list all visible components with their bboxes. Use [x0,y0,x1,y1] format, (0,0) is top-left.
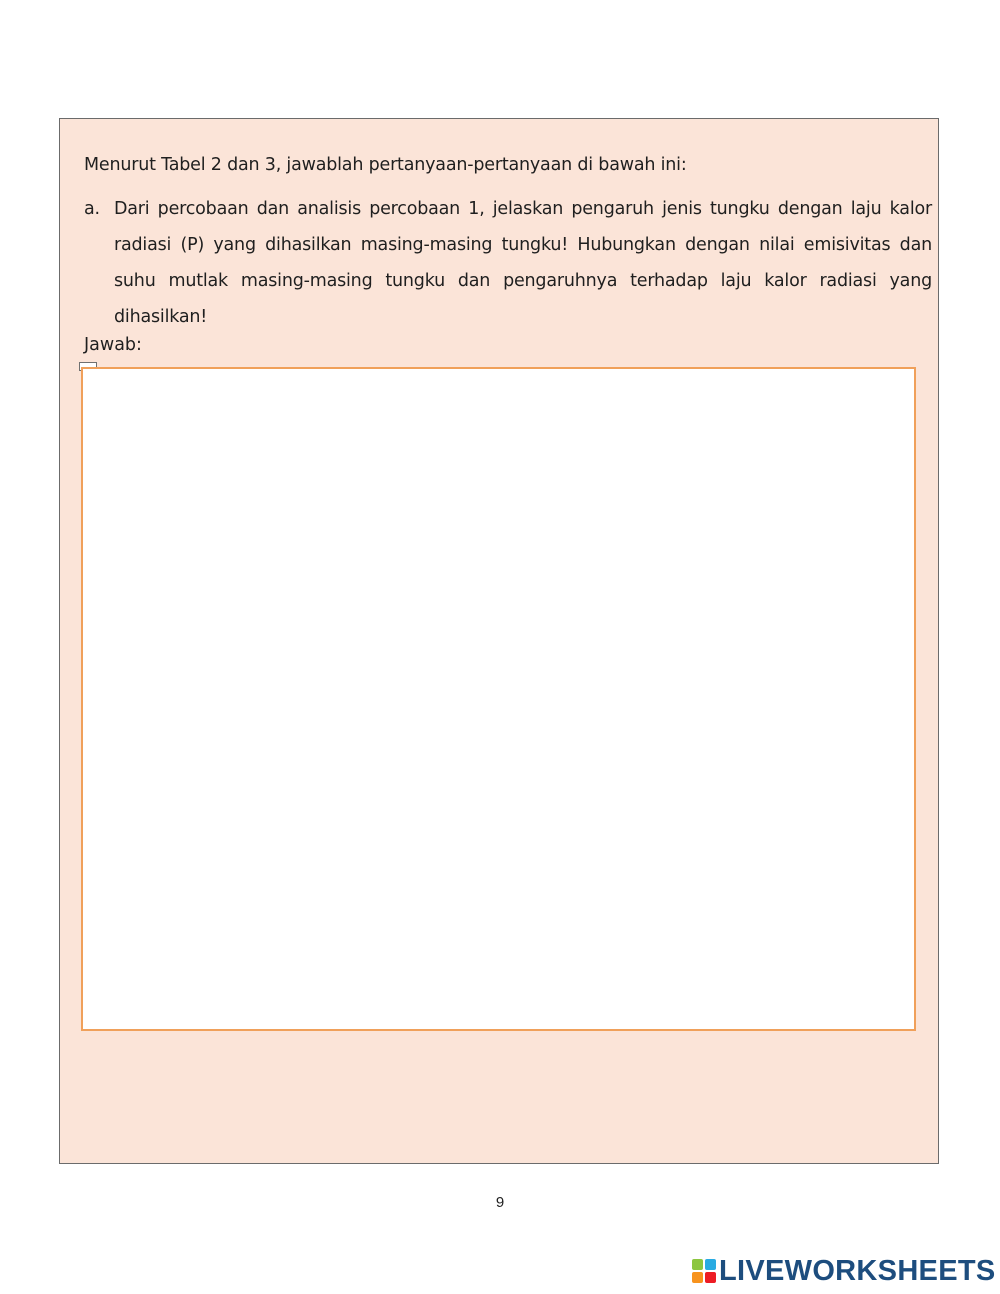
answer-textbox[interactable] [81,367,916,1031]
question-text: Dari percobaan dan analisis percobaan 1, jelaskan pengaruh jenis tungku dengan laju kalor radiasi (P) yang dihasilkan masing-masing tungku! Hubungkan dengan nilai emisivitas dan suhu mutlak masing-masing tungku dan pengaruhnya terhadap laju kalor radiasi yang dihasilkan! [114,199,932,327]
logo-square [692,1272,703,1283]
question-a [84,191,932,335]
logo-square [705,1272,716,1283]
liveworksheets-logo-icon [692,1259,716,1283]
logo-text: LIVEWORKSHEETS [719,1255,996,1287]
answer-label: Jawab: [84,335,142,355]
page-number: 9 [495,1194,505,1211]
question-marker: a. [84,199,100,219]
logo-square [692,1259,703,1270]
worksheet-panel [59,118,939,1164]
intro-text: Menurut Tabel 2 dan 3, jawablah pertanyaan-pertanyaan di bawah ini: [84,155,687,175]
liveworksheets-logo [692,1255,996,1287]
logo-square [705,1259,716,1270]
